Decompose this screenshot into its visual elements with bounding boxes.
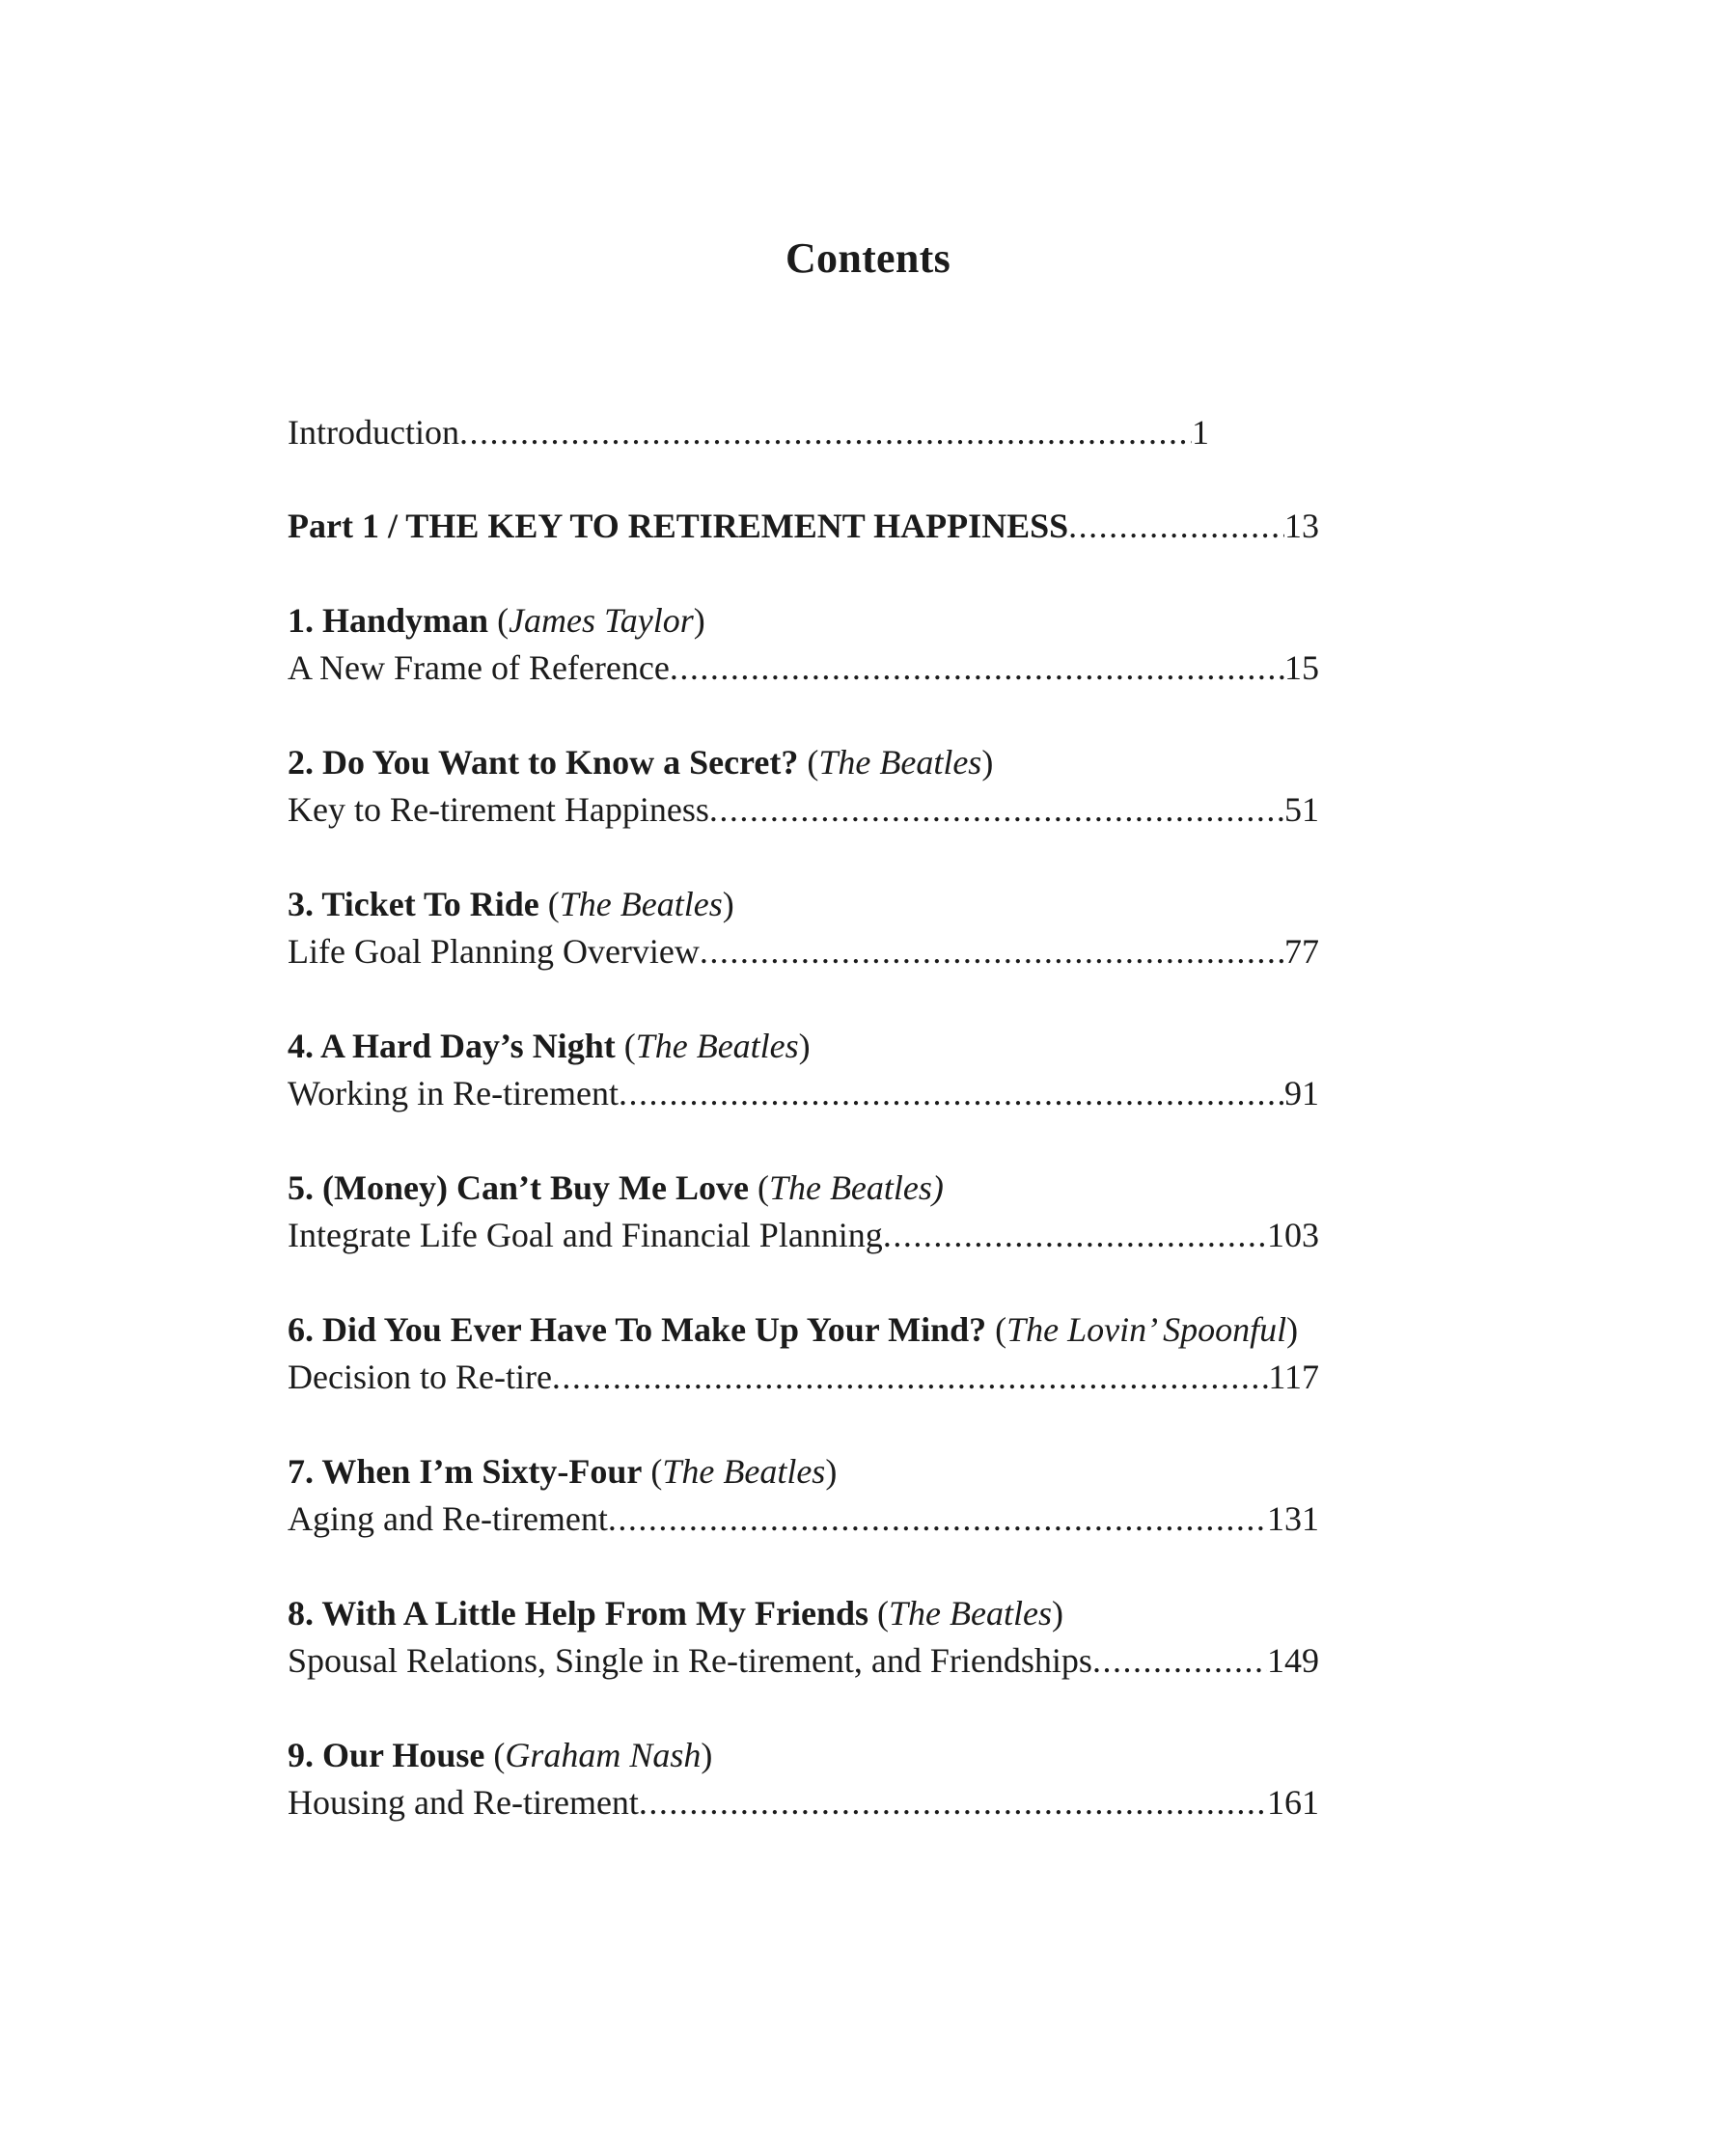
chapter-artist: The Beatles) (768, 1168, 944, 1207)
toc-page-number: 161 (1267, 1783, 1319, 1822)
chapter-title: 1. Handyman (288, 601, 489, 640)
toc-entry-chapter-7 (288, 1496, 1319, 1542)
dot-leader (639, 1779, 1267, 1825)
toc-page-number: 131 (1267, 1499, 1319, 1538)
toc-entry-chapter-3 (288, 928, 1319, 974)
toc-page-number: 91 (1284, 1074, 1319, 1112)
toc-page-number: 15 (1284, 648, 1319, 687)
toc-page-number: 117 (1268, 1358, 1319, 1396)
toc-page-number: 51 (1284, 790, 1319, 829)
chapter-artist: James Taylor (509, 601, 694, 640)
toc-entry-chapter-4 (288, 1070, 1319, 1116)
dot-leader (1068, 503, 1284, 549)
dot-leader (700, 928, 1284, 974)
toc-entry-label: Key to Re-tirement Happiness (288, 790, 709, 829)
toc-entry-label: Housing and Re-tirement (288, 1783, 639, 1822)
chapter-artist: The Lovin’ Spoonful (1006, 1310, 1287, 1349)
chapter-artist: The Beatles (818, 743, 982, 782)
chapter-title: 6. Did You Ever Have To Make Up Your Mind? (288, 1310, 987, 1349)
toc-entry-chapter-6 (288, 1354, 1319, 1400)
chapter-artist: The Beatles (559, 885, 723, 923)
toc-entry-chapter-5 (288, 1212, 1319, 1258)
toc-page-number: 13 (1284, 507, 1319, 545)
chapter-heading-4: 4. A Hard Day’s Night (The Beatles) (288, 1027, 811, 1065)
chapter-title: 9. Our House (288, 1736, 485, 1774)
toc-entry-label: Integrate Life Goal and Financial Planning (288, 1216, 883, 1254)
chapter-heading-2: 2. Do You Want to Know a Secret? (The Beatles) (288, 743, 994, 782)
chapter-title: 8. With A Little Help From My Friends (288, 1594, 868, 1633)
dot-leader (608, 1496, 1267, 1542)
dot-leader (619, 1070, 1284, 1116)
chapter-heading-8: 8. With A Little Help From My Friends (The Beatles) (288, 1594, 1063, 1633)
chapter-heading-9: 9. Our House (Graham Nash) (288, 1736, 713, 1774)
toc-entry-part-1 (288, 503, 1319, 549)
chapter-artist: The Beatles (662, 1452, 826, 1491)
toc-entry-label: A New Frame of Reference (288, 648, 670, 687)
toc-entry-label: Spousal Relations, Single in Re-tirement, and Friendships (288, 1641, 1092, 1680)
toc-page-number: 149 (1267, 1641, 1319, 1680)
page-title: Contents (785, 234, 951, 282)
dot-leader (552, 1354, 1268, 1400)
chapter-title: 5. (Money) Can’t Buy Me Love (288, 1168, 749, 1207)
toc-entry-introduction (288, 409, 1209, 455)
chapter-artist: The Beatles (635, 1027, 799, 1065)
toc-entry-label: Aging and Re-tirement (288, 1499, 608, 1538)
chapter-artist: The Beatles (889, 1594, 1052, 1633)
toc-entry-label: Introduction (288, 413, 459, 452)
toc-entry-label: Part 1 / THE KEY TO RETIREMENT HAPPINESS (288, 507, 1069, 545)
dot-leader (670, 645, 1284, 691)
chapter-title: 3. Ticket To Ride (288, 885, 539, 923)
toc-entry-chapter-8 (288, 1637, 1319, 1684)
dot-leader (459, 409, 1192, 455)
dot-leader (883, 1212, 1267, 1258)
toc-entry-chapter-9 (288, 1779, 1319, 1825)
toc-entry-label: Decision to Re-tire (288, 1358, 552, 1396)
chapter-title: 7. When I’m Sixty-Four (288, 1452, 643, 1491)
chapter-heading-7: 7. When I’m Sixty-Four (The Beatles) (288, 1452, 838, 1491)
chapter-title: 4. A Hard Day’s Night (288, 1027, 616, 1065)
toc-page-number: 103 (1267, 1216, 1319, 1254)
chapter-heading-6: 6. Did You Ever Have To Make Up Your Mind? (The Lovin’ Spoonful) (288, 1310, 1299, 1349)
toc-entry-chapter-2 (288, 786, 1319, 833)
toc-page-number: 1 (1192, 413, 1209, 452)
toc-entry-label: Working in Re-tirement (288, 1074, 620, 1112)
toc-entry-label: Life Goal Planning Overview (288, 932, 700, 971)
chapter-heading-1: 1. Handyman (James Taylor) (288, 601, 705, 640)
chapter-heading-5: 5. (Money) Can’t Buy Me Love (The Beatles) (288, 1168, 944, 1207)
dot-leader (709, 786, 1284, 833)
toc-page-number: 77 (1284, 932, 1319, 971)
dot-leader (1092, 1637, 1267, 1684)
toc-entry-chapter-1 (288, 645, 1319, 691)
chapter-artist: Graham Nash (505, 1736, 702, 1774)
chapter-heading-3: 3. Ticket To Ride (The Beatles) (288, 885, 734, 923)
chapter-title: 2. Do You Want to Know a Secret? (288, 743, 799, 782)
